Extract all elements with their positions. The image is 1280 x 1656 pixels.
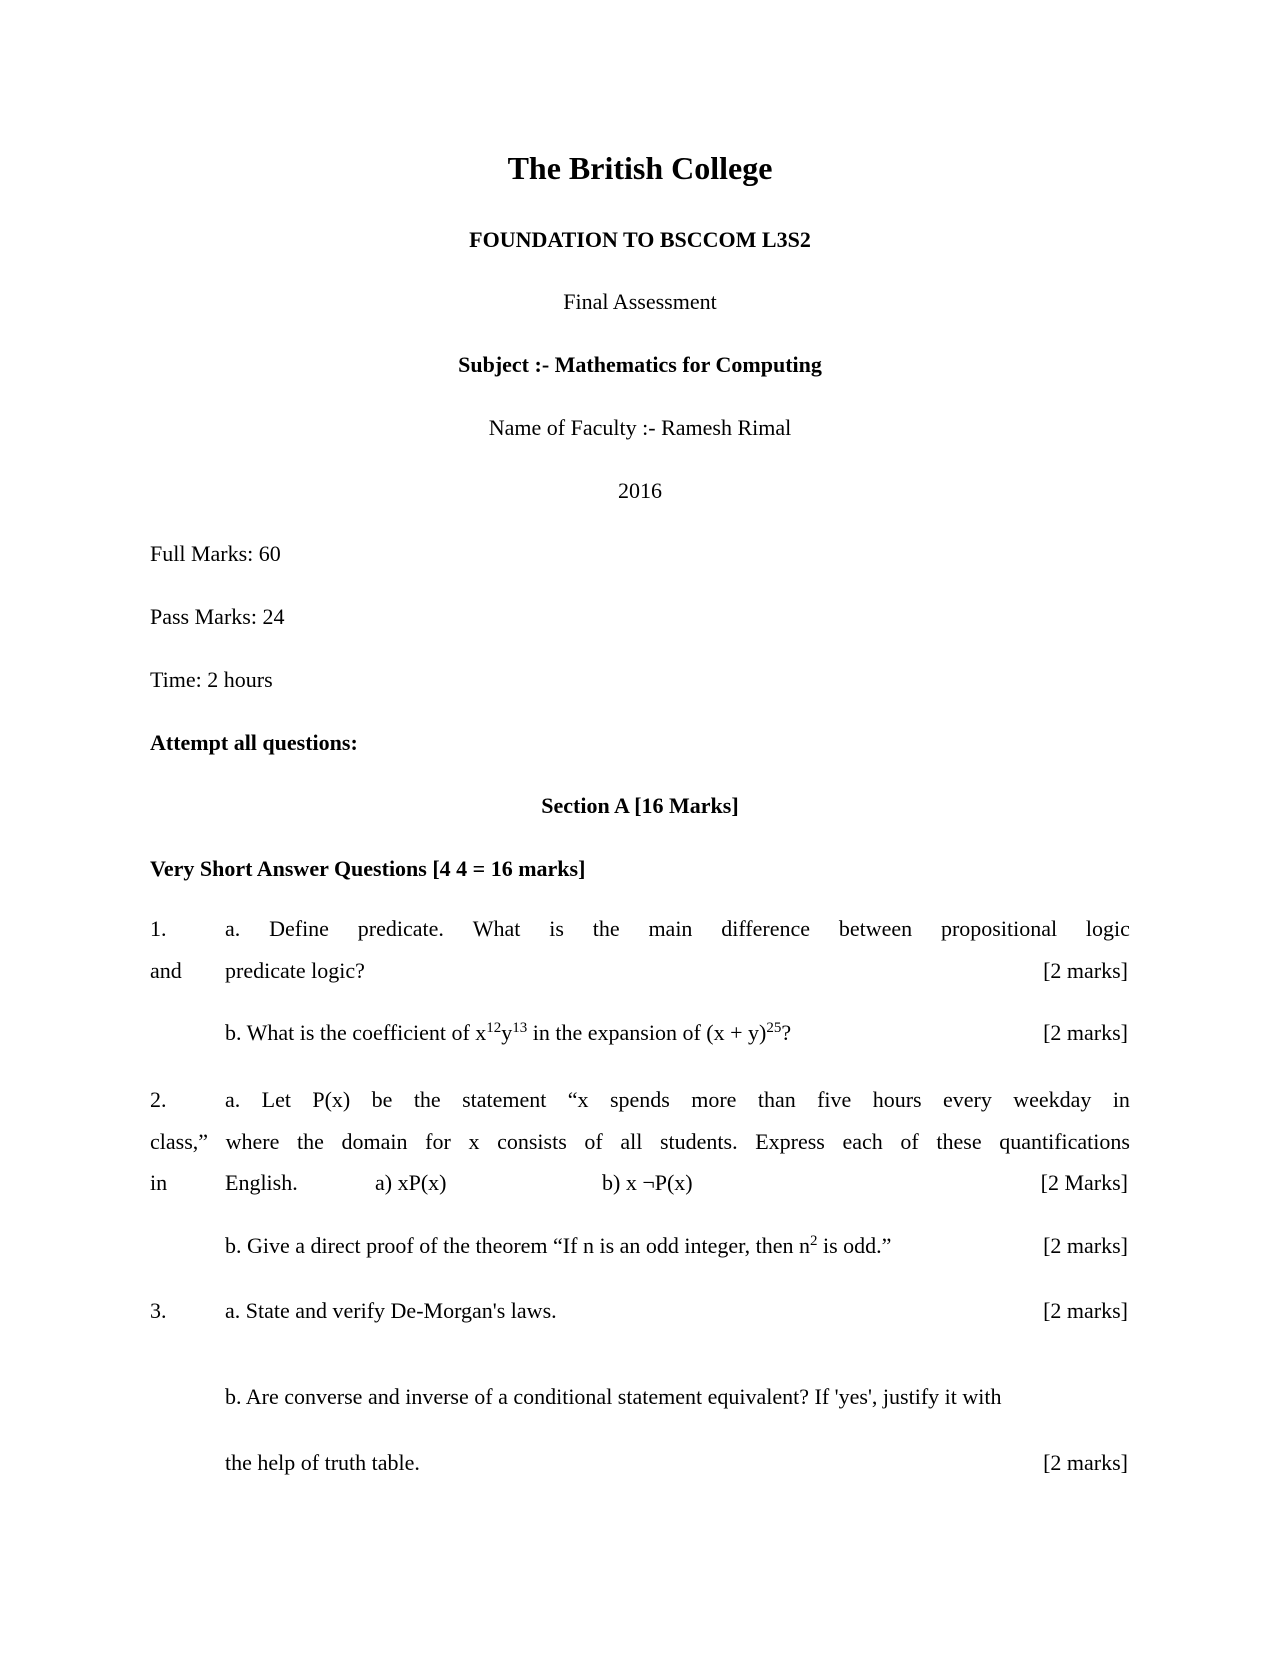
word: Express xyxy=(755,1129,825,1154)
program-title: FOUNDATION TO BSCCOM L3S2 xyxy=(469,227,811,252)
pass-marks: Pass Marks: 24 xyxy=(150,604,285,629)
word: be xyxy=(371,1087,393,1112)
word: is xyxy=(549,916,564,941)
word: the xyxy=(297,1129,324,1154)
word: five xyxy=(817,1087,852,1112)
q2a-left-word: in xyxy=(150,1170,168,1195)
q1b-sup1: 12 xyxy=(486,1020,502,1036)
word: students. xyxy=(659,1129,738,1154)
word: hours xyxy=(872,1087,922,1112)
subject-title: Subject :- Mathematics for Computing xyxy=(458,352,822,377)
q1b-mid2: in the expansion of (x + y) xyxy=(527,1020,767,1045)
q1b-post: ? xyxy=(781,1020,792,1045)
word: for xyxy=(425,1129,451,1154)
word: of xyxy=(584,1129,603,1154)
q1b-sup3: 25 xyxy=(766,1020,782,1036)
q1a-left-word: and xyxy=(150,958,182,983)
q2a-marks: [2 Marks] xyxy=(1040,1170,1128,1195)
q1a-marks: [2 marks] xyxy=(1043,958,1128,983)
word: domain xyxy=(341,1129,408,1154)
question-number: 3. xyxy=(150,1298,167,1323)
q1b-mid1: y xyxy=(501,1020,513,1045)
word: where xyxy=(225,1129,280,1154)
word: “x xyxy=(567,1087,589,1112)
word: Define xyxy=(269,916,329,941)
word: the xyxy=(592,916,620,941)
word: a. xyxy=(225,1087,241,1112)
word: spends xyxy=(609,1087,670,1112)
q3b-line1: b. Are converse and inverse of a conditional statement equivalent? If 'yes', justify it with xyxy=(225,1384,1002,1409)
word: than xyxy=(757,1087,796,1112)
q2b-sup: 2 xyxy=(809,1233,818,1249)
q2a-line2 xyxy=(150,1131,1130,1153)
exam-year: 2016 xyxy=(618,478,662,503)
word: of xyxy=(900,1129,919,1154)
q3b-line2: the help of truth table. xyxy=(225,1450,420,1475)
q1a-line1 xyxy=(225,918,1130,940)
q3a-marks: [2 marks] xyxy=(1043,1298,1128,1323)
word: propositional xyxy=(940,916,1058,941)
word: class,” xyxy=(150,1129,209,1154)
word: weekday xyxy=(1013,1087,1092,1112)
q1b-pre: b. What is the coefficient of x xyxy=(225,1020,487,1045)
word: more xyxy=(691,1087,737,1112)
full-marks: Full Marks: 60 xyxy=(150,541,281,566)
word: statement xyxy=(462,1087,547,1112)
q2b-post: is odd.” xyxy=(817,1233,892,1258)
word: Let xyxy=(261,1087,291,1112)
q2a-option-a: a) xP(x) xyxy=(375,1170,447,1195)
word: predicate. xyxy=(357,916,444,941)
exam-time: Time: 2 hours xyxy=(150,667,273,692)
q2b-pre: b. Give a direct proof of the theorem “If n is an odd integer, then n xyxy=(225,1233,810,1258)
section-title: Section A [16 Marks] xyxy=(541,793,739,818)
word: consists xyxy=(497,1129,567,1154)
word: the xyxy=(413,1087,441,1112)
word: these xyxy=(936,1129,982,1154)
instruction: Attempt all questions: xyxy=(150,730,358,755)
college-title: The British College xyxy=(507,150,773,186)
word: quantifications xyxy=(999,1129,1130,1154)
word: a. xyxy=(225,916,241,941)
q2a-option-b: b) x ¬P(x) xyxy=(602,1170,693,1195)
word: in xyxy=(1112,1087,1130,1112)
q3b-marks: [2 marks] xyxy=(1043,1450,1128,1475)
q2a-line1 xyxy=(225,1089,1130,1111)
word: between xyxy=(838,916,913,941)
q3a-text: a. State and verify De-Morgan's laws. xyxy=(225,1298,557,1323)
faculty-name: Name of Faculty :- Ramesh Rimal xyxy=(488,415,792,440)
word: all xyxy=(620,1129,643,1154)
section-subtitle: Very Short Answer Questions [4 4 = 16 marks] xyxy=(150,856,586,881)
word: What xyxy=(472,916,521,941)
word: every xyxy=(942,1087,992,1112)
q2a-line3: English. xyxy=(225,1170,298,1195)
word: logic xyxy=(1085,916,1130,941)
word: P(x) xyxy=(312,1087,351,1112)
q1b-marks: [2 marks] xyxy=(1043,1020,1128,1045)
q1b-sup2: 13 xyxy=(512,1020,528,1036)
word: difference xyxy=(721,916,811,941)
q1b-text xyxy=(225,1022,791,1044)
q1a-line2: predicate logic? xyxy=(225,958,365,983)
word: x xyxy=(468,1129,480,1154)
q2b-marks: [2 marks] xyxy=(1043,1233,1128,1258)
word: each xyxy=(842,1129,883,1154)
q2b-text xyxy=(225,1235,891,1257)
word: main xyxy=(648,916,693,941)
question-number: 2. xyxy=(150,1087,167,1112)
exam-title: Final Assessment xyxy=(563,289,717,314)
question-number: 1. xyxy=(150,916,167,941)
